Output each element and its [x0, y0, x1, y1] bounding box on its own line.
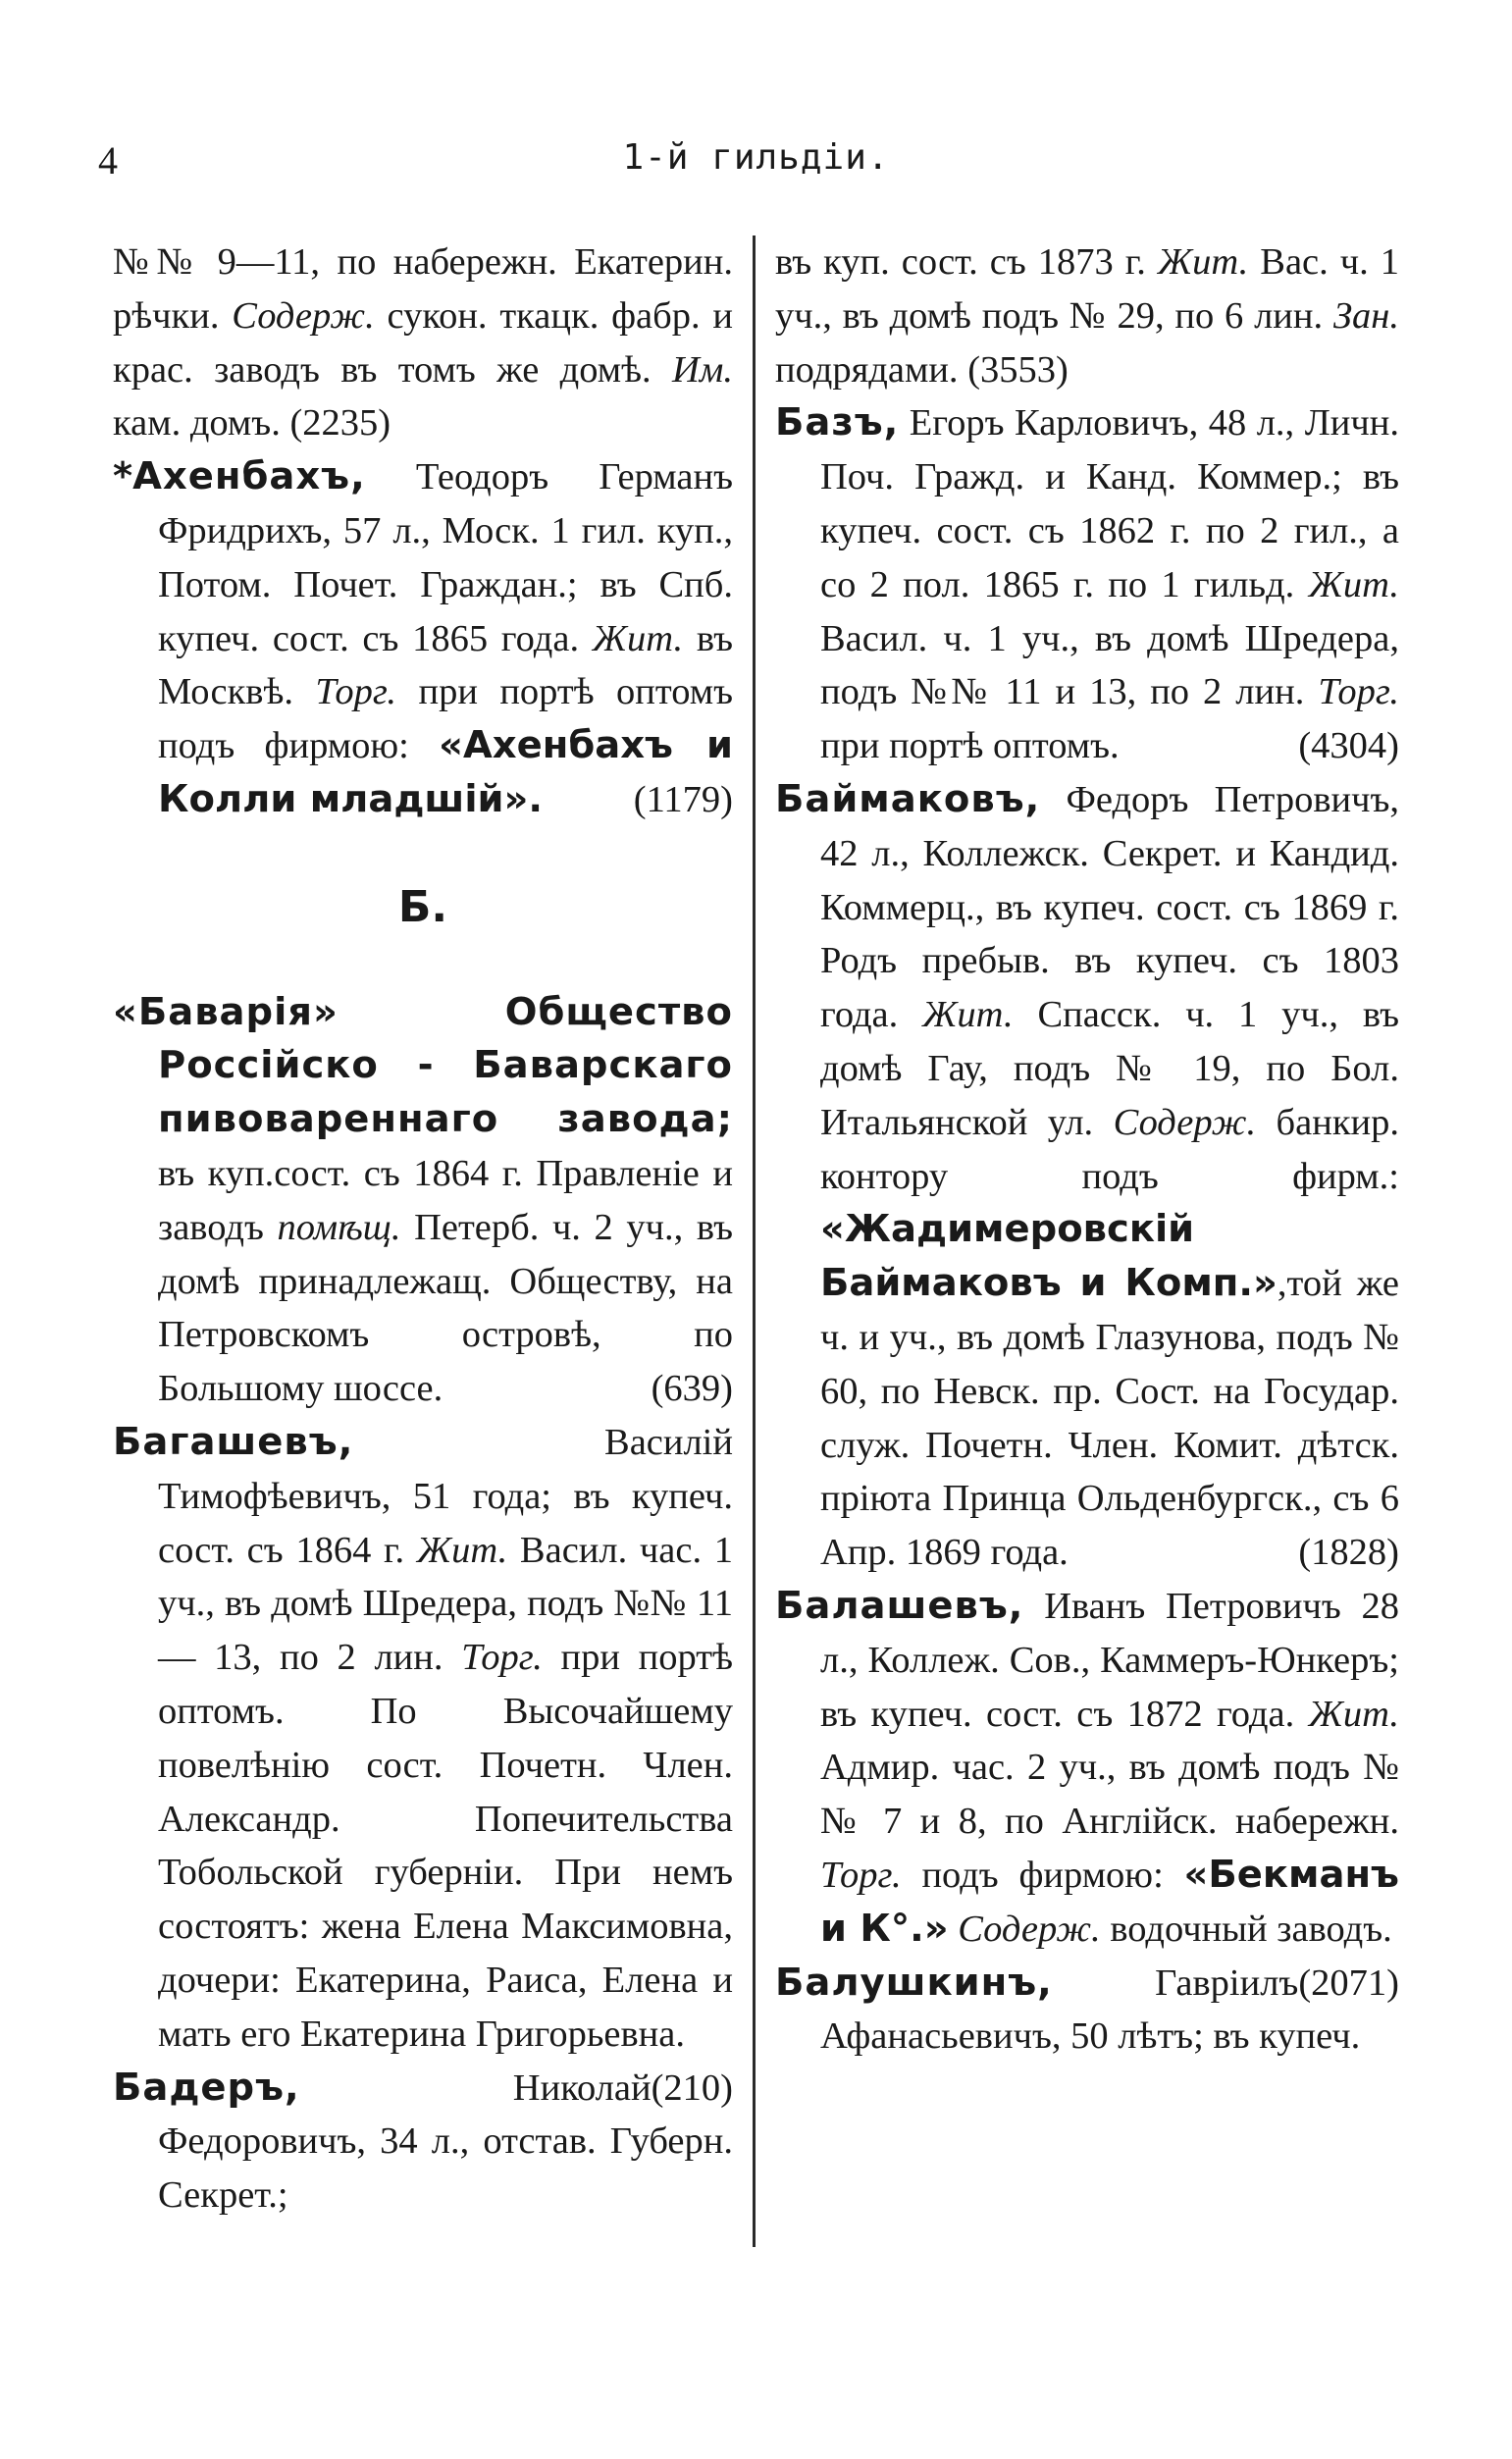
- entry-text: при портѣ оптомъ подъ фирмою:: [158, 671, 734, 767]
- entry-text: Вас. ч. 1 уч., въ домѣ подъ № 29, по 6 лин.: [775, 241, 1400, 337]
- entry-reference: (2071): [1298, 1962, 1399, 2004]
- entry-achenbach: [113, 450, 733, 827]
- entry-label: Содерж.: [232, 294, 375, 337]
- entry-text: Петерб. ч. 2 уч., въ домѣ принадлежащ. Обществу, на Петровскомъ островѣ, по Большому шоссе.: [158, 1206, 733, 1410]
- entry-text: Адмир. час. 2 уч., въ домѣ подъ №№ 7 и 8, по Англійск. набережн.: [820, 1747, 1399, 1843]
- entry-text: сукон. ткацк. фабр. и крас. заводъ въ томъ же домѣ.: [113, 294, 734, 391]
- entry-name: Балушкинъ,: [775, 1960, 1053, 2005]
- running-head: 1-й гильдіи.: [622, 137, 890, 178]
- entry-firm: «Ахенбахъ и Колли младшій».: [158, 723, 734, 821]
- entry-label: Им.: [672, 348, 733, 391]
- entry-name: Багашевъ,: [113, 1419, 354, 1464]
- entry-text: ,той же ч. и уч., въ домѣ Глазунова, подъ № 60, по Невск. пр. Сост. на Государ. служ. Почетн. Член. Комит. дѣтск. пріюта Принца Ольденбургск., съ 6 Апр. 1869 года.: [820, 1263, 1399, 1574]
- entry-firm: «Жадимеровскій Баймаковъ и Комп.»: [820, 1207, 1277, 1306]
- entry-label: Жит.: [1308, 1693, 1400, 1735]
- entry-text: при портѣ оптомъ. По Высочайшему повелѣнію сост. Почетн. Член. Александр. Попечительства Тобольской губерніи. При немъ состоятъ: жена Елена Максимовна, дочери: Екатерина, Раиса, Елена и мать его Екатерина Григорьевна.: [158, 1637, 734, 2055]
- entry-label: Содерж.: [958, 1908, 1101, 1950]
- entry-label: Жит.: [922, 994, 1014, 1036]
- entry-text: водочный заводъ.: [1110, 1908, 1392, 1950]
- entry-text: №№ 9—11, по набережн. Екатерин. рѣчки.: [113, 241, 733, 337]
- entry-reference: (1179): [633, 778, 733, 820]
- entry-label: помѣщ.: [277, 1206, 401, 1248]
- entry-label: Торг.: [820, 1854, 902, 1896]
- entry-continuation-right: [775, 235, 1399, 396]
- entry-text: въ Москвѣ.: [158, 617, 734, 713]
- entry-label: Зан.: [1332, 294, 1399, 337]
- entry-marker: *: [113, 454, 133, 499]
- entry-text: Николай Федоровичъ, 34 л., отстав. Губерн. Секрет.;: [158, 2067, 733, 2217]
- entry-text: Спасск. ч. 1 уч., въ домѣ Гау, подъ № 19, по Бол. Итальянской ул.: [820, 994, 1400, 1143]
- entry-name: «Баварія» Общество Россійско - Баварскаго пивовареннаго завода;: [113, 989, 733, 1142]
- entry-label: Содерж.: [1113, 1101, 1257, 1143]
- entry-label: Жит.: [592, 617, 684, 659]
- entry-bader: [113, 2062, 733, 2223]
- entry-reference: (1828): [1298, 1532, 1399, 1574]
- entry-text: Теодоръ Германъ Фридрихъ, 57 л., Моск. 1 гил. куп., Потом. Почет. Граждан.; въ Спб. купеч. сост. съ 1865 года.: [158, 456, 734, 659]
- entry-text: Васил. ч. 1 уч., въ домѣ Шредера, подъ №№ 11 и 13, по 2 лин.: [820, 617, 1399, 713]
- entry-label: Жит.: [1157, 241, 1249, 283]
- right-column: [775, 235, 1399, 2064]
- entry-label: Жит.: [416, 1529, 508, 1571]
- entry-text: подрядами.: [775, 348, 959, 391]
- entry-text: Иванъ Петровичъ 28 л., Коллеж. Сов., Каммеръ-Юнкеръ; въ купеч. сост. съ 1872 года.: [820, 1585, 1399, 1735]
- entry-label: Торг.: [315, 671, 397, 713]
- entry-label: Жит.: [1308, 563, 1399, 605]
- entry-name: Ахенбахъ,: [132, 454, 366, 499]
- entry-reference: (210): [651, 2067, 733, 2109]
- entry-text: банкир. контору подъ фирм.:: [820, 1101, 1400, 1197]
- entry-reference: (2235): [289, 402, 391, 445]
- entry-reference: (4304): [1298, 725, 1399, 767]
- entry-text: Василій Тимофѣевичъ, 51 года; въ купеч. сост. съ 1864 г.: [158, 1421, 733, 1571]
- entry-text: при портѣ оптомъ.: [820, 725, 1120, 767]
- entry-text: въ куп.сост. съ 1864 г. Правленіе и заводъ: [158, 1152, 733, 1248]
- entry-bavaria: [113, 986, 733, 1416]
- column-divider: [753, 235, 756, 2247]
- entry-reference: (3553): [967, 348, 1069, 391]
- entry-baz: [775, 396, 1399, 773]
- entry-name: Базъ,: [775, 400, 900, 445]
- entry-name: Балашевъ,: [775, 1583, 1024, 1628]
- entry-baimakov: [775, 773, 1399, 1580]
- entry-reference: (639): [651, 1368, 733, 1410]
- entry-firm: «Бекманъ и К°.»: [820, 1852, 1399, 1951]
- section-letter: Б.: [397, 881, 448, 932]
- entry-label: Торг.: [461, 1637, 543, 1679]
- entry-text: Федоръ Петровичъ, 42 л., Коллежск. Секрет. и Кандид. Коммерц., въ купеч. сост. съ 1869 г. Родъ пребыв. въ купеч. съ 1803 года.: [820, 778, 1399, 1036]
- entry-text: Гавріилъ Афанасьевичъ, 50 лѣтъ; въ купеч.: [820, 1962, 1361, 2058]
- left-column: [113, 235, 733, 2223]
- entry-text: Егоръ Карловичъ, 48 л., Личн. Поч. Гражд. и Канд. Коммер.; въ купеч. сост. съ 1862 г. по 2 гил., а со 2 пол. 1865 г. по 1 гильд.: [820, 402, 1399, 605]
- entry-name: Баймаковъ,: [775, 776, 1041, 821]
- entry-text: Васил. час. 1 уч., въ домѣ Шредера, подъ №№ 11 — 13, по 2 лин.: [158, 1529, 734, 1679]
- entry-text: въ куп. сост. съ 1873 г.: [775, 241, 1146, 283]
- entry-text: кам. домъ.: [113, 402, 281, 445]
- entry-label: Торг.: [1318, 671, 1400, 713]
- page-number: 4: [98, 138, 118, 183]
- entry-continuation-left: [113, 235, 733, 450]
- entry-name: Бадеръ,: [113, 2065, 300, 2110]
- entry-text: подъ фирмою:: [921, 1854, 1164, 1896]
